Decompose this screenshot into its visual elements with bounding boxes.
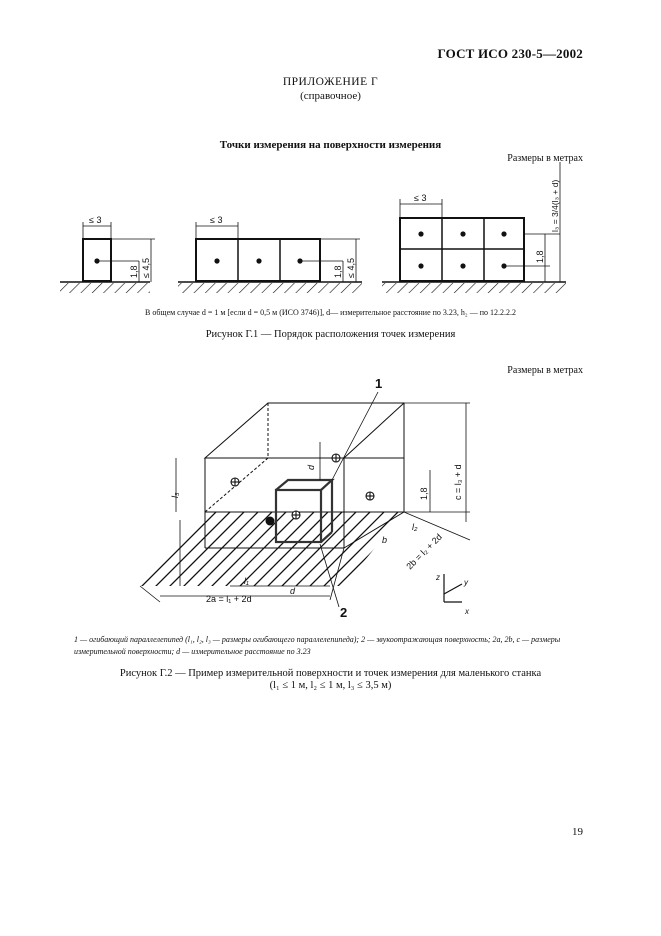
standard-header: ГОСТ ИСО 230-5—2002 (437, 46, 583, 61)
figure1-label-l3-formula: l₃ = 3/4(l₃ + d) (550, 179, 560, 232)
figure2-axis-y: y (464, 578, 468, 587)
figure2-callout-2: 2 (340, 605, 348, 620)
figure2-caption-line2: (l₁ ≤ 1 м, l₂ ≤ 1 м, l₃ ≤ 3,5 м) (269, 680, 392, 691)
figure1-label-max3-c: ≤ 3 (414, 193, 427, 203)
figure1-label-h18-b: 1,8 (333, 265, 343, 278)
figure1-label-max3-a: ≤ 3 (89, 215, 102, 225)
figure2-label-b-formula: 2b = l₂ + 2d (404, 531, 444, 572)
figure1-note: В общем случае d = 1 м [если d = 0,5 м (ИСО 3746)], d— измерительное расстояние по 3.23, h₂ — по 12.2.2.2 (145, 308, 516, 317)
figure1-diagram (0, 160, 661, 300)
figure2-legend: 1 — огибающий параллелепипед (l₁, l₂, l₃ — размеры огибающего параллелепипеда); 2 — звукоотражающая поверхность; 2a, 2b, c — размеры измерительной поверхности; d — измерительное расстояние по 3.23 (74, 635, 561, 656)
figure2-label-h18: 1,8 (419, 487, 429, 500)
figure1-box-large (382, 162, 566, 293)
figure2-measurement-surface (205, 403, 404, 548)
figure2-label-b: b (382, 535, 388, 545)
figure2-label-l3: l₃ (170, 492, 180, 498)
figure1-label-h18-a: 1,8 (129, 265, 139, 278)
figure2-measurement-points (231, 454, 374, 519)
figure1-box-small (60, 222, 155, 293)
page-number: 19 (572, 826, 583, 838)
figure2-envelope-box (276, 480, 332, 542)
figure2-caption-line1: Рисунок Г.2 — Пример измерительной поверхности и точек измерения для маленького станка (119, 668, 542, 679)
figure1-box-medium (178, 222, 362, 293)
figure1-label-max3-b: ≤ 3 (210, 215, 223, 225)
figure1-caption: Рисунок Г.1 — Порядок расположения точек измерения (205, 329, 456, 340)
figure2-axis-z: z (436, 573, 440, 582)
figure2-label-l2: l₂ (412, 522, 418, 532)
section-title: Точки измерения на поверхности измерения (219, 139, 442, 151)
figure2-label-a-formula: 2a = l₁ + 2d (206, 594, 252, 604)
figure2-dimensions-note: Размеры в метрах (507, 365, 583, 376)
appendix-title: ПРИЛОЖЕНИЕ Г (282, 76, 379, 88)
figure2-diagram (0, 375, 661, 625)
figure1-label-h45-a: ≤ 4,5 (141, 258, 151, 278)
figure1-label-h45-b: ≤ 4,5 (346, 258, 356, 278)
figure2-label-d-top: d (306, 464, 316, 470)
figure1-dimensions-note: Размеры в метрах (507, 153, 583, 164)
figure2-label-l1: l₁ (244, 576, 249, 586)
figure2-callout-1: 1 (375, 376, 383, 391)
figure2-axis-x: x (465, 607, 469, 616)
figure2-axes (444, 574, 462, 602)
appendix-subtitle: (справочное) (300, 90, 361, 102)
figure2-label-c-formula: c = l₃ + d (453, 464, 463, 500)
figure1-label-h18-c: 1,8 (535, 250, 545, 263)
figure2-label-d-front: d (290, 586, 296, 596)
